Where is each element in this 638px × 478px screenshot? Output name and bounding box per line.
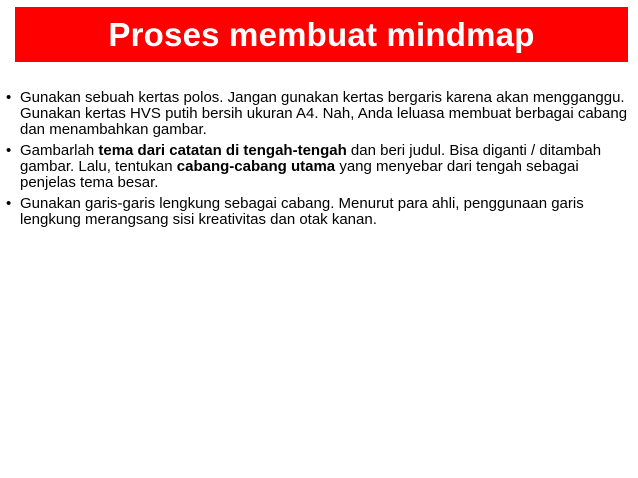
bullet-icon: • <box>6 195 12 212</box>
title-banner <box>15 7 628 62</box>
bullet-item <box>6 90 632 138</box>
bullet-text-segment: Gunakan garis-garis lengkung sebagai cabang. Menurut para ahli, penggunaan garis lengkung merangsang sisi kreativitas dan otak kanan. <box>20 195 584 228</box>
slide-title: Proses membuat mindmap <box>108 16 535 53</box>
bullet-icon: • <box>6 89 12 106</box>
bullet-text <box>20 142 601 191</box>
bullet-text <box>20 195 584 228</box>
bullet-item <box>6 196 632 228</box>
bullet-text-segment: yang menyebar dari tengah sebagai penjelas tema besar. <box>20 158 579 191</box>
bullet-text-emphasis: cabang-cabang utama <box>176 158 336 175</box>
bullet-text-segment: Gunakan sebuah kertas polos. Jangan gunakan kertas bergaris karena akan mengganggu. Gunakan kertas HVS putih bersih ukuran A4. Nah, Anda leluasa membuat berbagai cabang dan menambahkan gambar. <box>20 89 628 138</box>
bullet-icon: • <box>6 142 12 159</box>
bullet-text-segment: dan beri judul. Bisa diganti / ditambah gambar. Lalu, tentukan <box>20 142 602 175</box>
bullet-text-emphasis: tema dari catatan di tengah-tengah <box>98 142 347 159</box>
bullet-list <box>6 90 632 233</box>
bullet-text-segment: Gambarlah <box>20 142 99 159</box>
bullet-item <box>6 143 632 191</box>
bullet-text <box>20 89 627 138</box>
